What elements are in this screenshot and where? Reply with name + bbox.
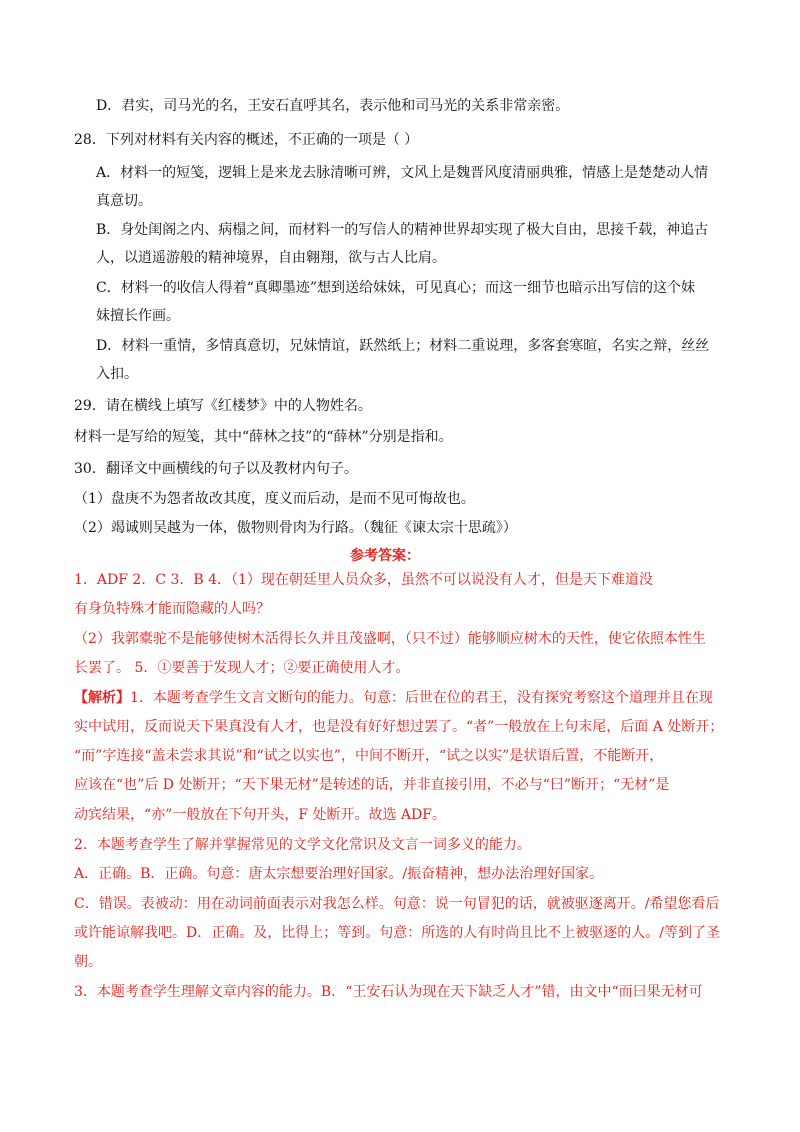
q30-item-2: （2）竭诚则吴越为一体，傲物则骨肉为行路。（魏征《谏太宗十思疏》） bbox=[74, 520, 517, 536]
q29-stem: 29．请在横线上填写《红楼梦》中的人物姓名。 bbox=[74, 398, 372, 414]
answers-line-2: 有身负特殊才能而隐藏的人吗？ bbox=[74, 601, 270, 617]
q28-option-d-line2: 入扣。 bbox=[96, 366, 138, 382]
answers-line-4: 长罢了。 5．①要善于发现人才；②要正确使用人才。 bbox=[74, 660, 410, 676]
analysis-tag: 【解析】 bbox=[74, 690, 130, 706]
analysis-q3-line1: 3．本题考查学生理解文章内容的能力。B．“王安石认为现在天下缺乏人才”错，由文中“而曰果无材可 bbox=[74, 984, 703, 1000]
analysis-q1-text: 1．本题考查学生文言文断句的能力。句意：后世在位的君王，没有探究考察这个道理并且在现 bbox=[130, 690, 713, 706]
analysis-q1-line3: “而”字连接“盖未尝求其说”和“试之以实也”，中间不断开，“试之以实”是状语后置，不能断开， bbox=[74, 748, 664, 764]
answers-line-3: （2）我郭橐驼不是能够使树木活得长久并且茂盛啊，（只不过）能够顺应树木的天性，使它依照本性生 bbox=[74, 631, 706, 647]
q28-option-c-line2: 妹擅长作画。 bbox=[96, 308, 180, 324]
analysis-q1-line4: 应该在“也”后 D 处断开；“天下果无材”是转述的话，并非直接引用，不必与“曰”断开；“无材”是 bbox=[74, 777, 670, 793]
analysis-q1-line1 bbox=[74, 688, 713, 708]
q28-option-a-line1: A．材料一的短笺，逻辑上是来龙去脉清晰可辨，文风上是魏晋风度清丽典雅，情感上是楚楚动人情 bbox=[96, 165, 709, 181]
q28-option-b-line1: B．身处闺阁之内、病榻之间，而材料一的写信人的精神世界却实现了极大自由，思接千载，神追古 bbox=[96, 222, 709, 238]
analysis-q2-line2: A．正确。B．正确。句意：唐太宗想要治理好国家。/振奋精神，想办法治理好国家。 bbox=[74, 866, 604, 882]
analysis-q2-line4: 或许能谅解我吧。D．正确。及，比得上；等到。句意：所选的人有时尚且比不上被驱逐的人。/等到了圣 bbox=[74, 925, 720, 941]
q29-fill-line: 材料一是写给的短笺，其中“薛林之技”的“薛林”分别是指和。 bbox=[74, 429, 453, 445]
q30-item-1: （1）盘庚不为怨者故改其度，度义而后动，是而不见可悔故也。 bbox=[74, 491, 475, 507]
q28-option-d-line1: D．材料一重情，多情真意切，兄妹情谊，跃然纸上；材料二重说理，多客套寒暄，名实之辩，丝丝 bbox=[96, 338, 710, 354]
analysis-q2-line5: 朝。 bbox=[74, 954, 102, 970]
q30-stem: 30．翻译文中画横线的句子以及教材内句子。 bbox=[74, 461, 358, 477]
q28-stem: 28．下列对材料有关内容的概述，不正确的一项是（ ） bbox=[74, 132, 419, 148]
analysis-q2-line3: C．错误。表被动：用在动词前面表示对我怎么样。句意：说一句冒犯的话，就被驱逐离开。/希望您看后 bbox=[74, 896, 720, 912]
answers-heading: 参考答案： bbox=[350, 548, 420, 564]
q28-option-c-line1: C．材料一的收信人得着“真卿墨迹”想到送给妹妹，可见真心；而这一细节也暗示出写信的这个妹 bbox=[96, 280, 696, 296]
q28-option-a-line2: 真意切。 bbox=[96, 193, 152, 209]
answers-line-1: 1．ADF 2．C 3．B 4．（1）现在朝廷里人员众多，虽然不可以说没有人才，但是天下难道没 bbox=[74, 572, 653, 588]
analysis-q1-line5: 动宾结果，“亦”一般放在下句开头，F 处断开。故选 ADF。 bbox=[74, 807, 446, 823]
analysis-q1-line2: 实中试用，反而说天下果真没有人才，也是没有好好想过罢了。“者”一般放在上句末尾，后面 A 处断开； bbox=[74, 719, 724, 735]
q27-option-d: D．君实，司马光的名，王安石直呼其名，表示他和司马光的关系非常亲密。 bbox=[96, 98, 570, 114]
analysis-q2-line1: 2．本题考查学生了解并掌握常见的文学文化常识及文言一词多义的能力。 bbox=[74, 837, 531, 853]
q28-option-b-line2: 人，以逍遥游般的精神境界，自由翱翔，欲与古人比肩。 bbox=[96, 250, 446, 266]
